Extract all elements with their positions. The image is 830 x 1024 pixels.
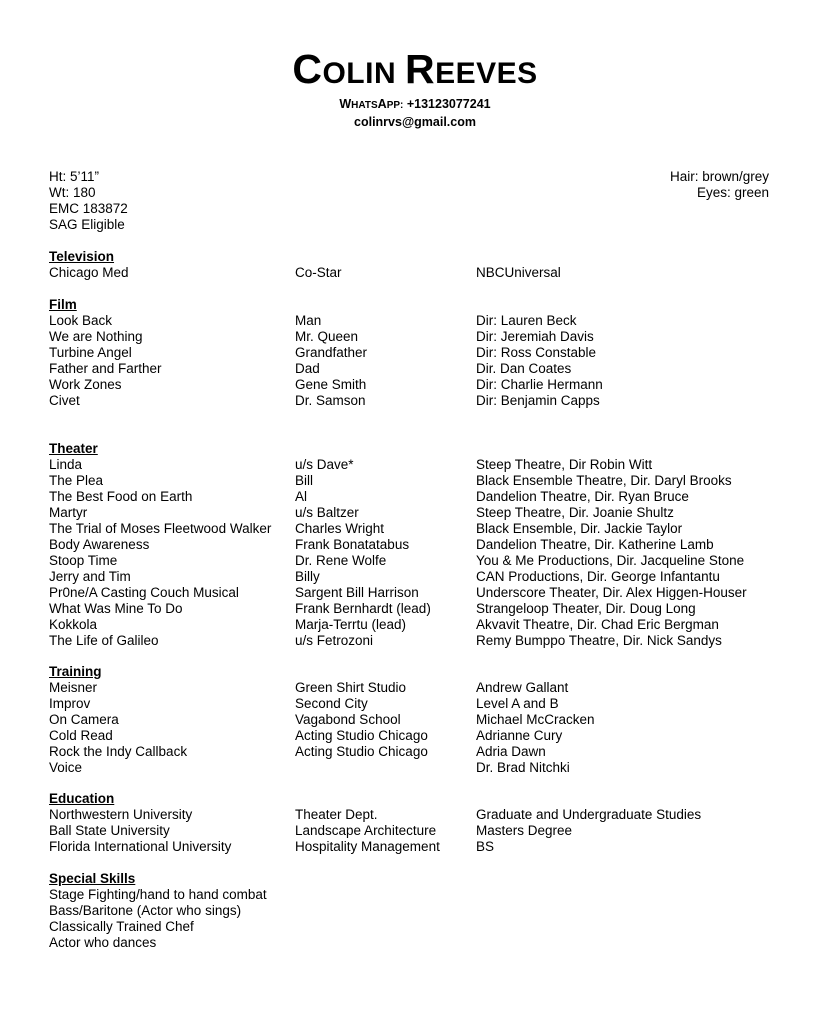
- stat-sag: SAG Eligible: [49, 217, 125, 232]
- credit-row: Linda u/s Dave* Steep Theatre, Dir Robin Witt: [49, 457, 653, 472]
- section-title: Theater: [49, 441, 98, 456]
- credit-row: Kokkola Marja-Terrtu (lead) Akvavit Theatre, Dir. Chad Eric Bergman: [49, 617, 719, 632]
- section-film: [49, 297, 789, 409]
- skill-item: Stage Fighting/hand to hand combat: [49, 887, 267, 902]
- credit-row: Stoop Time Dr. Rene Wolfe You & Me Productions, Dir. Jacqueline Stone: [49, 553, 745, 568]
- credit-row: Work Zones Gene Smith Dir: Charlie Hermann: [49, 377, 603, 392]
- credit-row: Northwestern University Theater Dept. Graduate and Undergraduate Studies: [49, 807, 702, 822]
- credit-row: Pr0ne/A Casting Couch Musical Sargent Bill Harrison Underscore Theater, Dir. Alex Higgen-Houser: [49, 585, 747, 600]
- credit-row: Father and Farther Dad Dir. Dan Coates: [49, 361, 572, 376]
- section-title: Television: [49, 249, 115, 264]
- skill-item: Classically Trained Chef: [49, 919, 194, 934]
- section-title: Special Skills: [49, 871, 136, 886]
- contact-phone: WHATSAPP: +13123077241: [339, 97, 491, 111]
- actor-name: COLIN REEVES: [292, 46, 538, 92]
- credit-row: Jerry and Tim Billy CAN Productions, Dir. George Infantantu: [49, 569, 720, 584]
- section-title: Education: [49, 791, 115, 806]
- stats-right: [670, 169, 769, 201]
- credit-row: We are Nothing Mr. Queen Dir: Jeremiah Davis: [49, 329, 594, 344]
- credit-row: On Camera Vagabond School Michael McCracken: [49, 712, 595, 727]
- credit-row: The Plea Bill Black Ensemble Theatre, Dir. Daryl Brooks: [49, 473, 732, 488]
- stat-union: EMC 183872: [49, 201, 128, 216]
- skill-item: Actor who dances: [49, 935, 157, 950]
- skill-item: Bass/Baritone (Actor who sings): [49, 903, 242, 918]
- stat-hair: Hair: brown/grey: [669, 169, 769, 184]
- section-title: Film: [49, 297, 77, 312]
- credit-row: The Life of Galileo u/s Fetrozoni Remy Bumppo Theatre, Dir. Nick Sandys: [49, 633, 722, 648]
- section-title: Training: [49, 664, 102, 679]
- credit-row: What Was Mine To Do Frank Bernhardt (lead) Strangeloop Theater, Dir. Doug Long: [49, 601, 696, 616]
- credit-row: Improv Second City Level A and B: [49, 696, 559, 711]
- stat-weight: Wt: 180: [49, 185, 96, 200]
- credit-row: Ball State University Landscape Architecture Masters Degree: [49, 823, 573, 838]
- credit-row: Cold Read Acting Studio Chicago Adrianne Cury: [49, 728, 563, 743]
- credit-row: Turbine Angel Grandfather Dir: Ross Constable: [49, 345, 597, 360]
- stat-eyes: Eyes: green: [696, 185, 769, 200]
- credit-row: Meisner Green Shirt Studio Andrew Gallant: [49, 680, 569, 695]
- stat-height: Ht: 5’11”: [49, 169, 100, 184]
- credit-row: Civet Dr. Samson Dir: Benjamin Capps: [49, 393, 600, 408]
- credit-row: Body Awareness Frank Bonatatabus Dandelion Theatre, Dir. Katherine Lamb: [49, 537, 714, 552]
- credit-row: Chicago Med Co-Star NBCUniversal: [49, 265, 561, 280]
- credit-row: The Trial of Moses Fleetwood Walker Charles Wright Black Ensemble, Dir. Jackie Taylor: [49, 521, 683, 536]
- contact-email: colinrvs@gmail.com: [354, 115, 476, 129]
- credit-row: Look Back Man Dir: Lauren Beck: [49, 313, 577, 328]
- credit-row: Florida International University Hospitality Management BS: [49, 839, 495, 854]
- resume-header: [0, 47, 830, 130]
- section-theater: [49, 441, 789, 649]
- credit-row: Martyr u/s Baltzer Steep Theatre, Dir. Joanie Shultz: [49, 505, 674, 520]
- section-special-skills: [49, 871, 789, 951]
- credit-row: Voice Dr. Brad Nitchki: [49, 760, 570, 775]
- phone-number: +13123077241: [406, 97, 491, 111]
- section-television: [49, 249, 789, 281]
- credit-row: The Best Food on Earth Al Dandelion Theatre, Dir. Ryan Bruce: [49, 489, 689, 504]
- section-education: [49, 791, 789, 855]
- credit-row: Rock the Indy Callback Acting Studio Chicago Adria Dawn: [49, 744, 546, 759]
- section-training: [49, 664, 789, 776]
- stats-left: [49, 169, 128, 233]
